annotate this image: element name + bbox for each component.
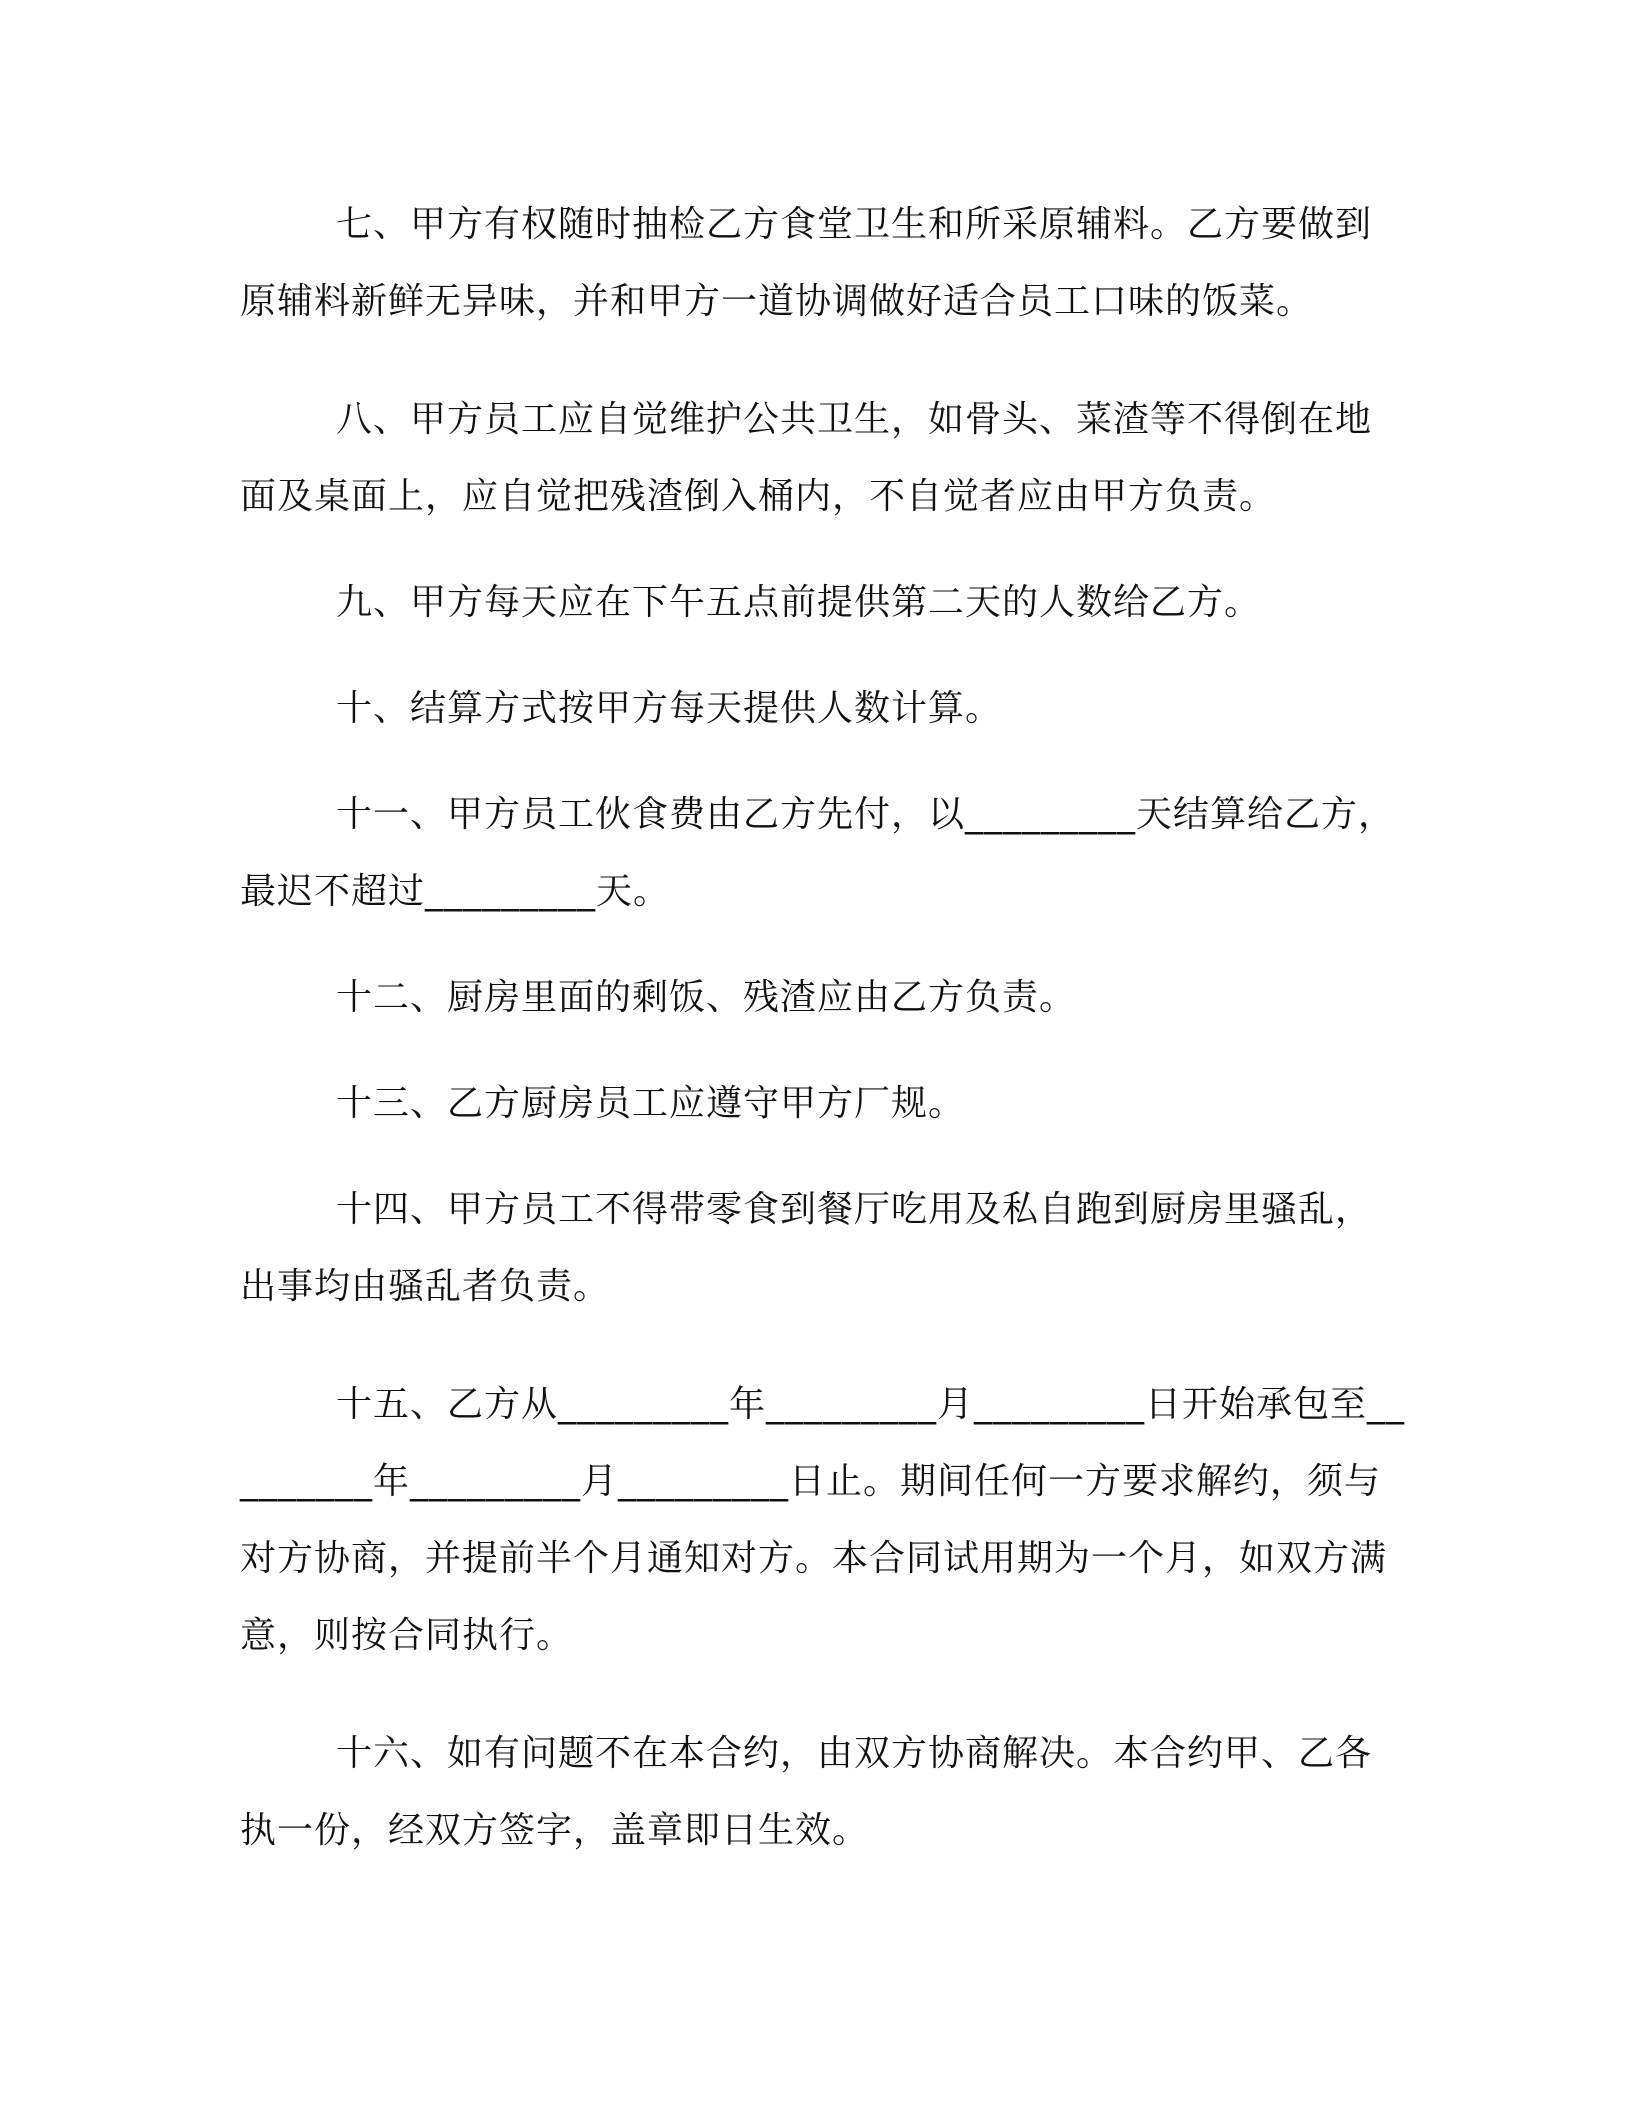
clause-10: 十、结算方式按甲方每天提供人数计算。 — [336, 688, 1003, 729]
clause-13: 十三、乙方厨房员工应遵守甲方厂规。 — [336, 1083, 966, 1124]
clause-8: 八、甲方员工应自觉维护公共卫生，如骨头、菜渣等不得倒在地面及桌面上，应自觉把残渣倒入桶内，不自觉者应由甲方负责。 — [240, 399, 1373, 517]
contract-body — [240, 186, 1405, 1869]
clause-15: 十五、乙方从_________年_________月_________日开始承包至_________年_________月_________日止。期间任何一方要求解约，须与对方协商，并提前半个月通知对方。本合同试用期为一个月，如双方满意，则按合同执行。 — [240, 1384, 1406, 1656]
clause-9: 九、甲方每天应在下午五点前提供第二天的人数给乙方。 — [336, 582, 1262, 623]
clause-7: 七、甲方有权随时抽检乙方食堂卫生和所采原辅料。乙方要做到原辅料新鲜无异味，并和甲方一道协调做好适合员工口味的饭菜。 — [240, 204, 1373, 322]
clause-11: 十一、甲方员工伙食费由乙方先付，以_________天结算给乙方，最迟不超过_________天。 — [240, 794, 1396, 912]
clause-12: 十二、厨房里面的剩饭、残渣应由乙方负责。 — [336, 977, 1077, 1018]
clause-16: 十六、如有问题不在本合约，由双方协商解决。本合约甲、乙各执一份，经双方签字，盖章即日生效。 — [240, 1733, 1373, 1851]
clause-14: 十四、甲方员工不得带零食到餐厅吃用及私自跑到厨房里骚乱，出事均由骚乱者负责。 — [240, 1189, 1373, 1307]
